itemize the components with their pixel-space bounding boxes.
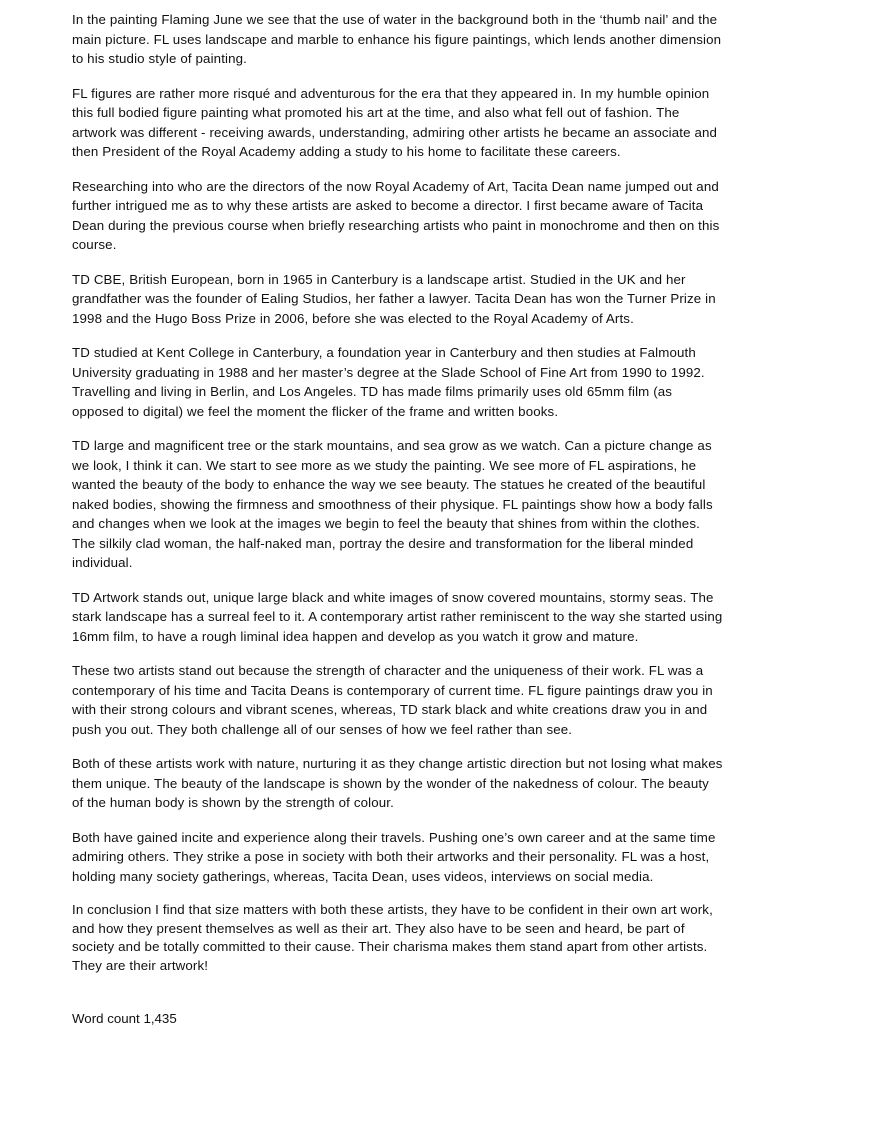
paragraph-3: Researching into who are the directors of the now Royal Academy of Art, Tacita Dean name jumped out and further intrigued me as to why these artists are asked to become a director. I first became aware of Tacita Dean during the previous course when briefly researching artists who paint in monochrome and then on this course. [72, 178, 720, 252]
paragraph-6: TD large and magnificent tree or the stark mountains, and sea grow as we watch. Can a picture change as we look, I think it can. We start to see more as we study the painting. We see more of FL aspirations, he wanted the beauty of the body to enhance the way we see beauty. The statues he created of the beautiful naked bodies, showing the firmness and smoothness of their physique. FL paintings show how a body falls and changes when we look at the images we begin to feel the beauty that shines from within the clothes. The silkily clad woman, the half-naked man, portray the desire and transformation for the liberal minded individual. [72, 438, 713, 570]
paragraph-2: FL figures are rather more risqué and adventurous for the era that they appeared in. In my humble opinion this full bodied figure painting what promoted his art at the time, and also what fell out of fashion. The artwork was different - receiving awards, understanding, admiring other artists he became an associate and then President of the Royal Academy adding a study to his home to facilitate these careers. [72, 85, 718, 159]
paragraph-1: In the painting Flaming June we see that the use of water in the background both in the ‘thumb nail’ and the main picture. FL uses landscape and marble to enhance his figure paintings, which lends another dimension to his studio style of painting. [72, 12, 722, 66]
paragraph-5: TD studied at Kent College in Canterbury, a foundation year in Canterbury and then studies at Falmouth University graduating in 1988 and her master’s degree at the Slade School of Fine Art from 1990 to 1992. Travelling and living in Berlin, and Los Angeles. TD has made films primarily uses old 65mm film (as opposed to digital) we feel the moment the flicker of the frame and written books. [72, 345, 705, 419]
paragraph-4: TD CBE, British European, born in 1965 in Canterbury is a landscape artist. Studied in the UK and her grandfather was the founder of Ealing Studios, her father a lawyer. Tacita Dean has won the Turner Prize in 1998 and the Hugo Boss Prize in 2006, before she was elected to the Royal Academy of Arts. [72, 271, 716, 326]
word-count: Word count 1,435 [72, 1011, 177, 1026]
paragraph-9: Both of these artists work with nature, nurturing it as they change artistic direction but not losing what makes them unique. The beauty of the landscape is shown by the wonder of the nakedness of colour. The beauty of the human body is shown by the strength of colour. [72, 756, 723, 810]
paragraph-10: Both have gained incite and experience along their travels. Pushing one’s own career and at the same time admiring others. They strike a pose in society with both their artworks and their personality. FL was a host, holding many society gatherings, whereas, Tacita Dean, uses videos, interviews on social media. [72, 829, 716, 884]
paragraph-7: TD Artwork stands out, unique large black and white images of snow covered mountains, stormy seas. The stark landscape has a surreal feel to it. A contemporary artist rather reminiscent to the way she started using 16mm film, to have a rough liminal idea happen and develop as you watch it grow and mature. [72, 589, 723, 644]
paragraph-11: In conclusion I find that size matters with both these artists, they have to be confident in their own art work, and how they present themselves as well as their art. They also have to be seen and heard, be part of society and be totally committed to their cause. Their charisma makes them stand apart from other artists. They are their artwork! [72, 902, 713, 973]
document-body [72, 10, 724, 975]
paragraph-8: These two artists stand out because the strength of character and the uniqueness of their work. FL was a contemporary of his time and Tacita Deans is contemporary of current time. FL figure paintings draw you in with their strong colours and vibrant scenes, whereas, TD stark black and white creations draw you in and push you out. They both challenge all of our senses of how we feel rather than see. [72, 663, 713, 737]
